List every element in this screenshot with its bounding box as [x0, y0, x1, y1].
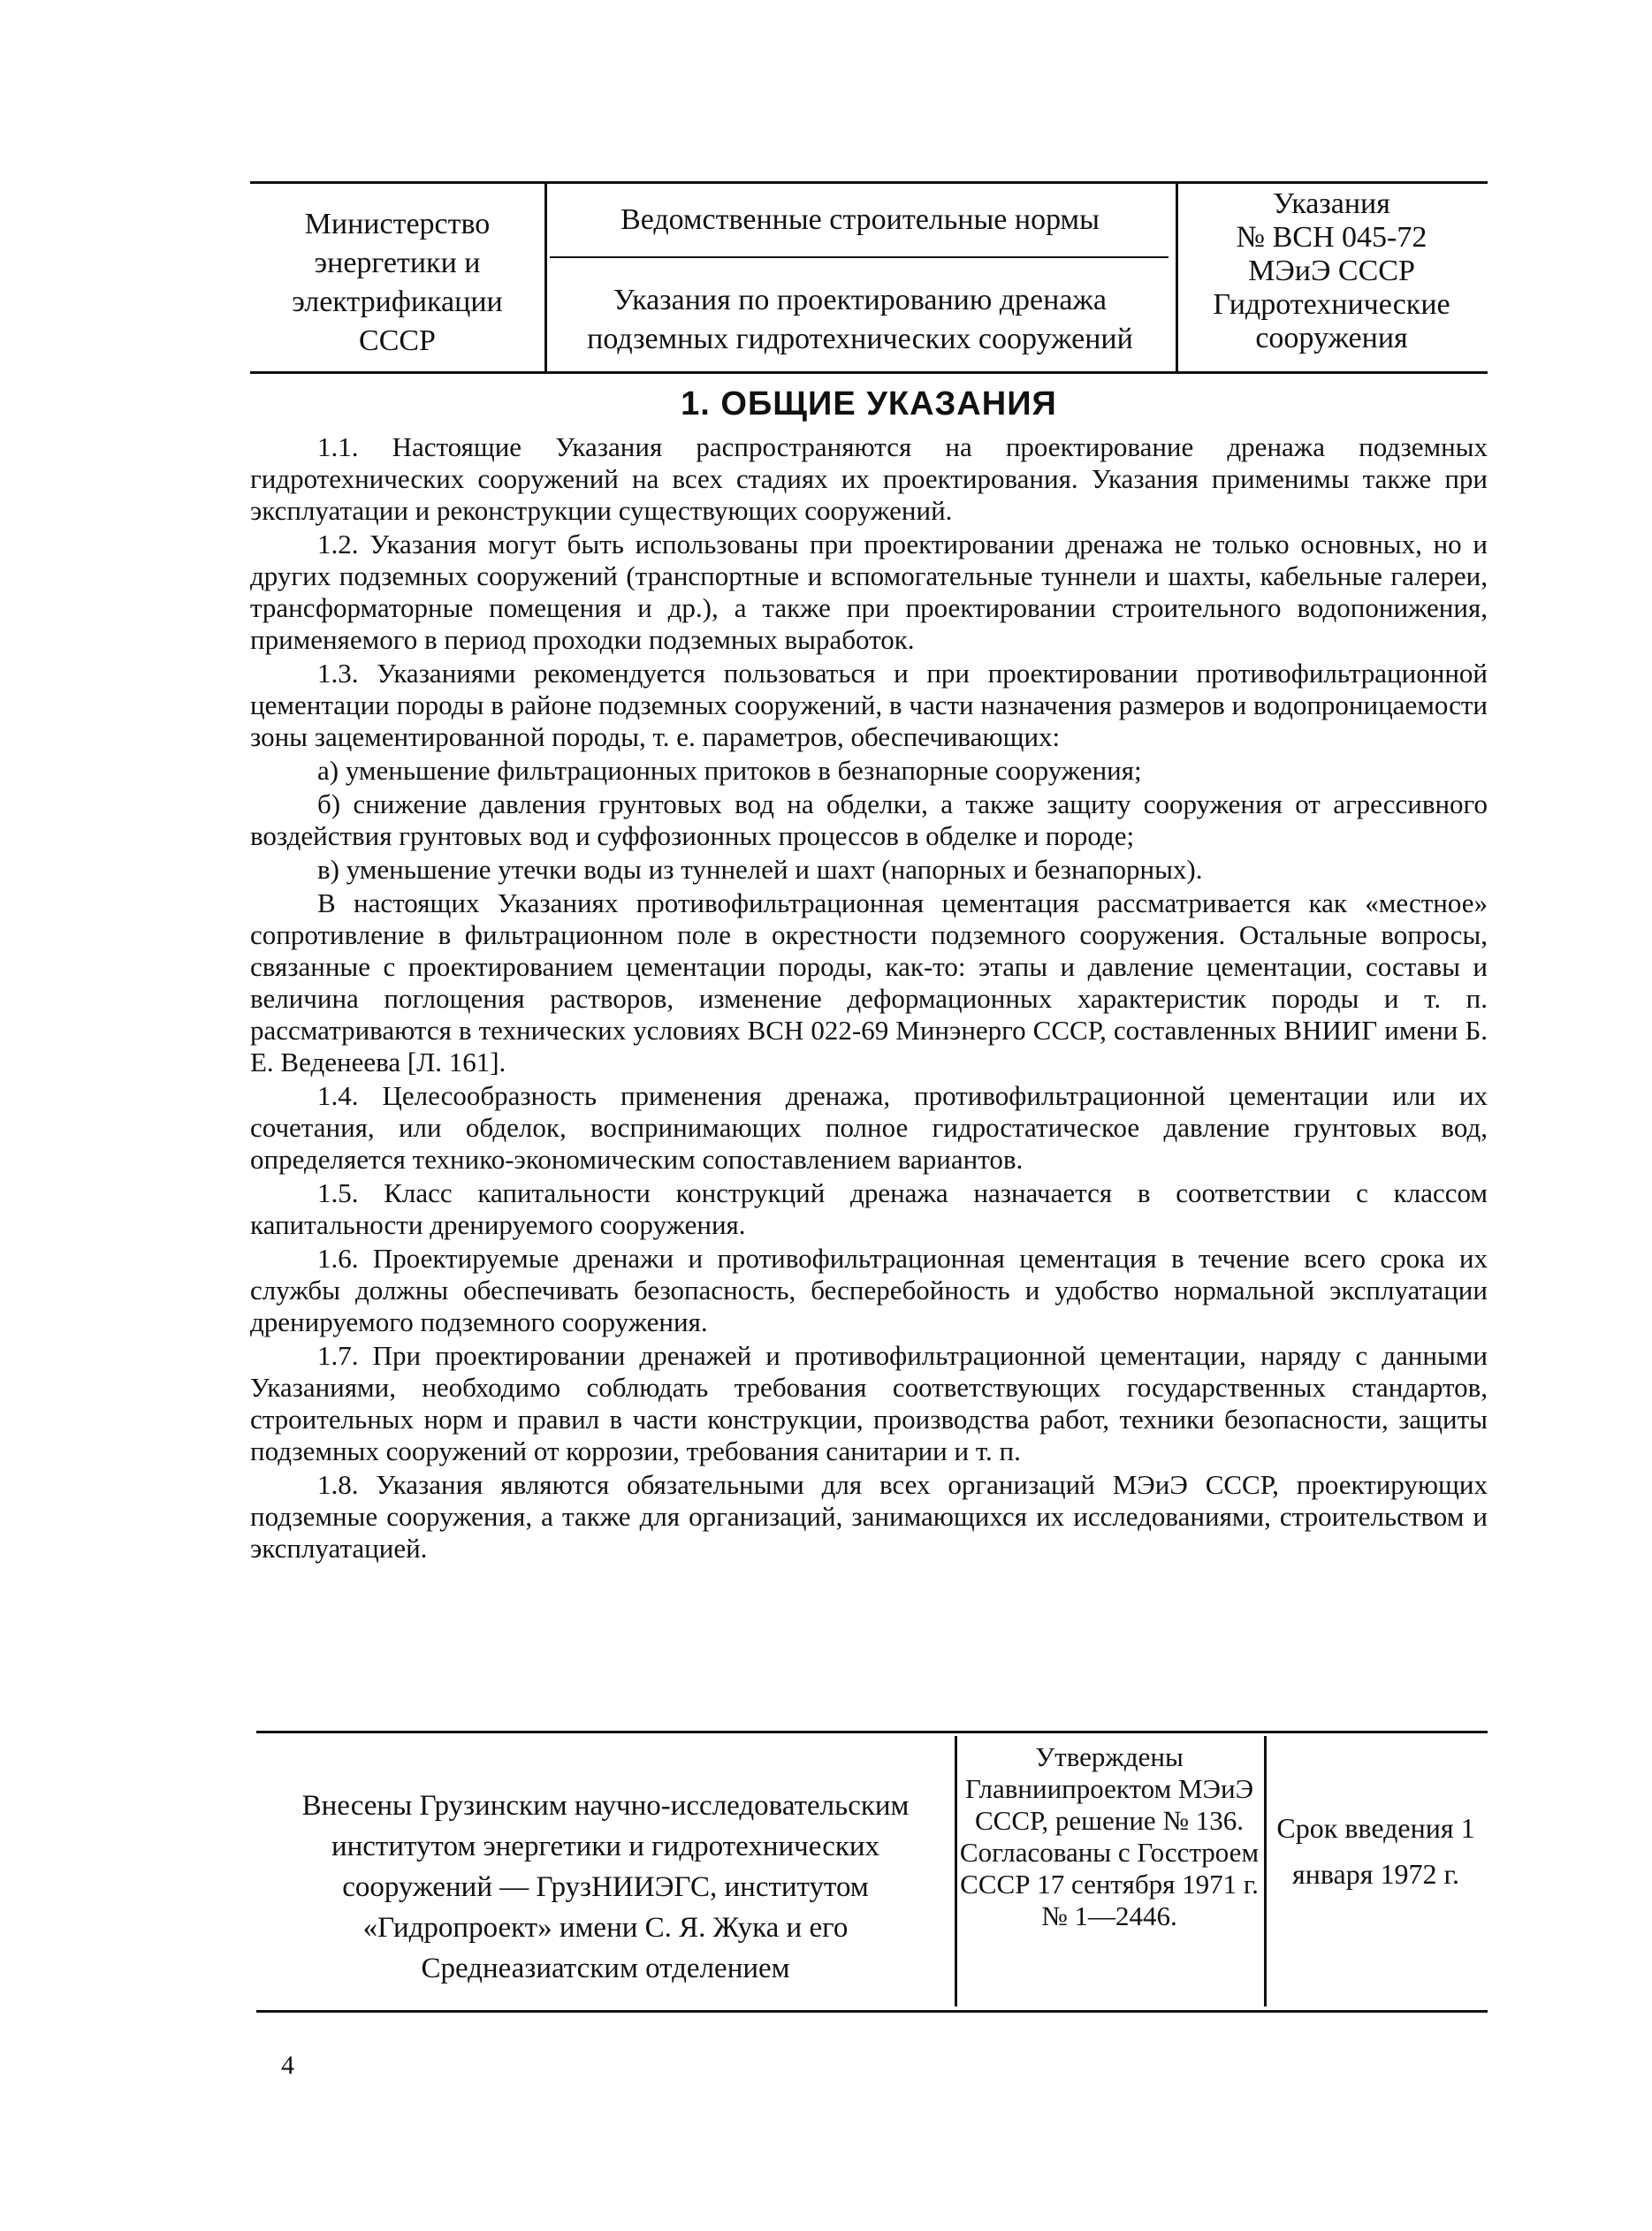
document-category: Гидротехнические сооружения [1213, 288, 1450, 354]
document-subject: Указания по проектированию дренажа подземных гидротехнических сооружений [587, 284, 1133, 355]
paragraph-1-4: 1.4. Целесообразность применения дренажа, противофильтрационной цементации или их сочетания, или обделок, воспринимающих полное гидростатическое давление грунтовых вод, определяется технико-экономическим сопоставлением вариантов. [250, 1080, 1488, 1175]
header-middle-separator [550, 256, 1169, 258]
footer-bottom-rule [256, 2010, 1488, 2013]
footer-top-rule [256, 1731, 1488, 1733]
paragraph-1-1: 1.1. Настоящие Указания распространяются на проектирование дренажа подземных гидротехнических сооружений на всех стадиях их проектирования. Указания применимы также при эксплуатации и реконструкции существующих сооружений. [250, 431, 1488, 526]
approved-by: Утверждены Главниипроектом МЭиЭ СССР, решение № 136. Согласованы с Госстроем СССР 17 сентября 1971 г. № 1—2446. [959, 1741, 1260, 1931]
document-body [250, 431, 1488, 1566]
list-item-a: а) уменьшение фильтрационных притоков в безнапорные сооружения; [317, 755, 1142, 786]
norms-title: Ведомственные строительные нормы [620, 203, 1100, 236]
document-header-table [250, 184, 1488, 371]
introduced-by: Внесены Грузинским научно-исследовательским институтом энергетики и гидротехнических сооружений — ГрузНИИЭГС, институтом «Гидропроект» имени С. Я. Жука и его Среднеазиатским отделением [301, 1790, 910, 1984]
section-title: 1. ОБЩИЕ УКАЗАНИЯ [681, 385, 1057, 423]
paragraph-1-2: 1.2. Указания могут быть использованы при проектировании дренажа не только основных, но и других подземных сооружений (транспортные и вспомогательные туннели и шахты, кабельные галереи, трансформаторные помещения и др.), а также при проектировании строительного водопонижения, применяемого в период проходки подземных выработок. [250, 529, 1488, 655]
header-right-cell [1176, 184, 1488, 371]
document-number: № ВСН 045-72 [1236, 221, 1427, 254]
paragraph-1-8: 1.8. Указания являются обязательными для всех организаций МЭиЭ СССР, проектирующих подземные сооружения, а также для организаций, занимающихся их исследованиями, строительством и эксплуатацией. [250, 1469, 1488, 1564]
document-footer-table [256, 1736, 1488, 2006]
document-organization: МЭиЭ СССР [1248, 255, 1415, 287]
effective-date: Срок введения 1 января 1972 г. [1276, 1812, 1475, 1890]
list-item-v: в) уменьшение утечки воды из туннелей и шахт (напорных и безнапорных). [317, 854, 1203, 885]
paragraph-1-6: 1.6. Проектируемые дренажи и противофильтрационная цементация в течение всего срока их службы должны обеспечивать безопасность, бесперебойность и удобство нормальной эксплуатации дренируемого подземного сооружения. [250, 1243, 1488, 1337]
header-bottom-rule [250, 371, 1488, 374]
document-type: Указания [1273, 187, 1390, 220]
page-number: 4 [281, 2051, 294, 2080]
paragraph-1-3: 1.3. Указаниями рекомендуется пользоваться и при проектировании противофильтрационной цементации породы в районе подземных сооружений, в части назначения размеров и водопроницаемости зоны зацементированной породы, т. е. параметров, обеспечивающих: [250, 658, 1488, 752]
paragraph-1-5: 1.5. Класс капитальности конструкций дренажа назначается в соответствии с классом капитальности дренируемого сооружения. [250, 1177, 1488, 1240]
paragraph-1-3-continuation: В настоящих Указаниях противофильтрационная цементация рассматривается как «местное» сопротивление в фильтрационном поле в окрестности подземного сооружения. Остальные вопросы, связанные с проектированием цементации породы, как-то: этапы и давление цементации, составы и величина поглощения растворов, изменение деформационных характеристик породы и т. п. рассматриваются в технических условиях ВСН 022-69 Минэнерго СССР, составленных ВНИИГ имени Б. Е. Веденеева [Л. 161]. [250, 887, 1488, 1077]
paragraph-1-7: 1.7. При проектировании дренажей и противофильтрационной цементации, наряду с данными Указаниями, необходимо соблюдать требования соответствующих государственных стандартов, строительных норм и правил в части конструкции, производства работ, техники безопасности, защиты подземных сооружений от коррозии, требования санитарии и т. п. [250, 1340, 1488, 1466]
list-item-b: б) снижение давления грунтовых вод на обделки, а также защиту сооружения от агрессивного воздействия грунтовых вод и суффозионных процессов в обделке и породе; [250, 788, 1488, 851]
ministry-name: Министерство энергетики и электрификации СССР [292, 208, 503, 357]
header-middle-cell [544, 184, 1176, 371]
